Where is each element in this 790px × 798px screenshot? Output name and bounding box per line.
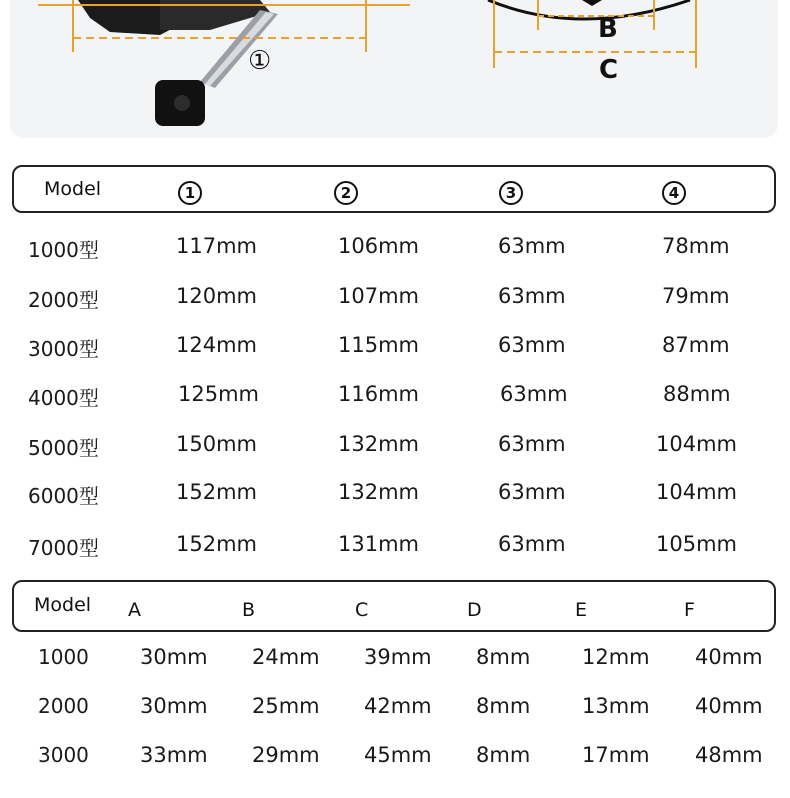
table2-header-d: D: [467, 599, 482, 621]
table1-cell: 115mm: [338, 333, 419, 357]
table1-cell: 150mm: [176, 432, 257, 456]
table1-cell: 105mm: [656, 532, 737, 556]
table1-header-col3: 3: [499, 181, 523, 205]
table1-header-col1: 1: [178, 181, 202, 205]
table2-cell: 8mm: [476, 743, 531, 767]
table2-cell: 39mm: [364, 645, 432, 669]
reel-dimension-drawing: [10, 0, 778, 138]
table1-cell: 125mm: [178, 382, 259, 406]
dimension-label-b: B: [598, 14, 618, 44]
table1-cell: 104mm: [656, 480, 737, 504]
table2-cell: 1000: [38, 645, 89, 669]
table2-cell: 40mm: [695, 694, 763, 718]
table1-cell: 78mm: [662, 234, 730, 258]
table2-cell: 42mm: [364, 694, 432, 718]
table1-cell: 4000型: [28, 386, 99, 410]
table1-cell: 1000型: [28, 238, 99, 262]
table2-cell: 48mm: [695, 743, 763, 767]
table1-cell: 117mm: [176, 234, 257, 258]
table1-header-col4: 4: [662, 181, 686, 205]
dimension-label-c: C: [599, 55, 619, 85]
table2-cell: 12mm: [582, 645, 650, 669]
table1-cell: 6000型: [28, 484, 99, 508]
table2-cell: 13mm: [582, 694, 650, 718]
table1-cell: 104mm: [656, 432, 737, 456]
table2-header-e: E: [575, 599, 588, 621]
product-diagram: [10, 0, 778, 138]
table2-header-f: F: [684, 599, 695, 621]
table1-cell: 120mm: [176, 284, 257, 308]
table2-cell: 40mm: [695, 645, 763, 669]
table1-cell: 106mm: [338, 234, 419, 258]
table1-cell: 131mm: [338, 532, 419, 556]
table1-cell: 63mm: [498, 234, 566, 258]
table2-header-c: C: [355, 599, 369, 621]
table1-cell: 116mm: [338, 382, 419, 406]
table2-cell: 24mm: [252, 645, 320, 669]
table1-header: [12, 165, 776, 213]
dimension-label-1: ①: [248, 46, 272, 76]
table2-header-model: Model: [34, 594, 92, 616]
table1-cell: 88mm: [663, 382, 731, 406]
table1-cell: 152mm: [176, 532, 257, 556]
table2-cell: 45mm: [364, 743, 432, 767]
table1-cell: 63mm: [498, 333, 566, 357]
table1-cell: 2000型: [28, 288, 99, 312]
table1-cell: 63mm: [498, 532, 566, 556]
table1-cell: 5000型: [28, 436, 99, 460]
table2-cell: 25mm: [252, 694, 320, 718]
table2-header-a: A: [128, 599, 141, 621]
table2-cell: 29mm: [252, 743, 320, 767]
table2-cell: 30mm: [140, 694, 208, 718]
table2-cell: 2000: [38, 694, 89, 718]
table2-cell: 30mm: [140, 645, 208, 669]
table1-cell: 132mm: [338, 432, 419, 456]
table1-cell: 87mm: [662, 333, 730, 357]
table2-cell: 33mm: [140, 743, 208, 767]
table1-cell: 124mm: [176, 333, 257, 357]
table1-cell: 7000型: [28, 536, 99, 560]
table1-cell: 3000型: [28, 337, 99, 361]
table2-cell: 17mm: [582, 743, 650, 767]
table1-cell: 63mm: [498, 284, 566, 308]
table1-cell: 132mm: [338, 480, 419, 504]
table1-header-col2: 2: [334, 181, 358, 205]
table2-header: [12, 580, 776, 632]
table2-cell: 8mm: [476, 645, 531, 669]
table1-cell: 63mm: [498, 480, 566, 504]
table1-cell: 63mm: [498, 432, 566, 456]
table1-cell: 63mm: [500, 382, 568, 406]
table2-cell: 3000: [38, 743, 89, 767]
table2-header-b: B: [242, 599, 256, 621]
table1-cell: 152mm: [176, 480, 257, 504]
table1-header-model: Model: [44, 178, 102, 200]
table1-cell: 79mm: [662, 284, 730, 308]
table1-cell: 107mm: [338, 284, 419, 308]
table2-cell: 8mm: [476, 694, 531, 718]
